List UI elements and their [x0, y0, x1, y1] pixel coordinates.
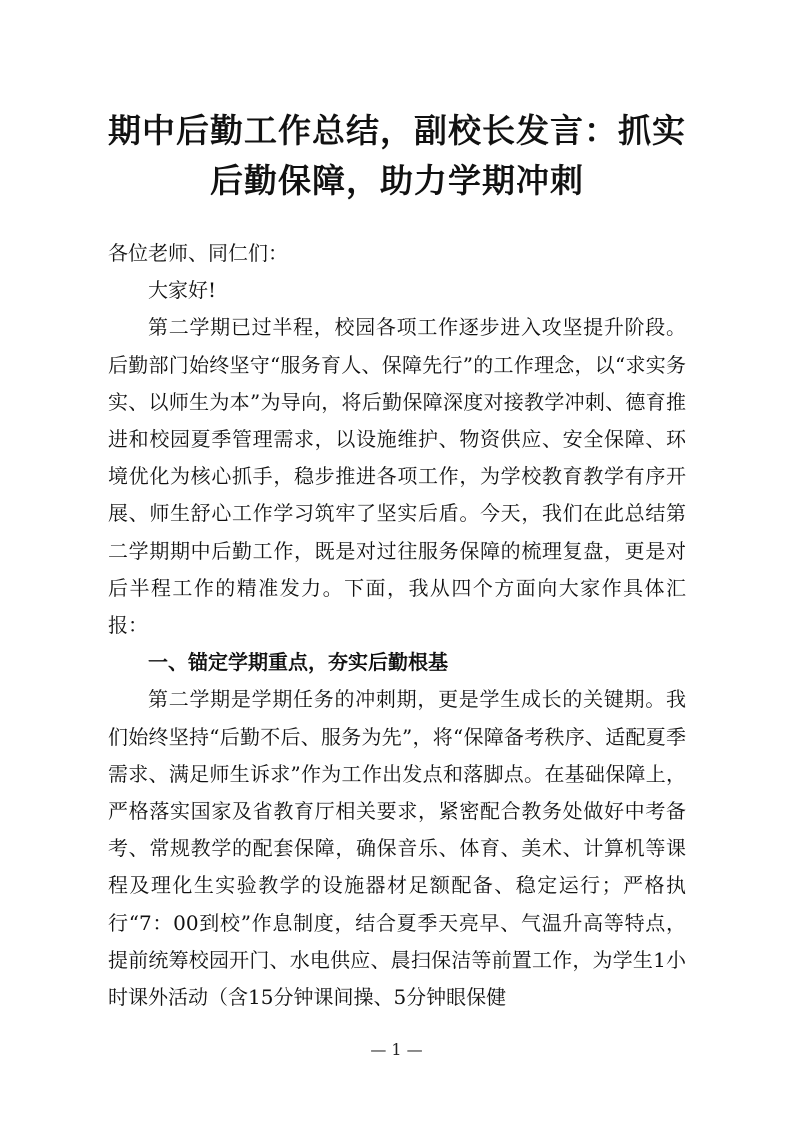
- salutation: 各位老师、同仁们：: [108, 241, 288, 265]
- document-body: [108, 235, 686, 1016]
- document-title: 期中后勤工作总结，副校长发言：抓实后勤保障，助力学期冲刺: [108, 111, 686, 200]
- page-number: — 1 —: [370, 1040, 423, 1059]
- section-heading-1: 一、锚定学期重点，夯实后勤根基: [148, 650, 448, 675]
- section-paragraph-1: 第二学期是学期任务的冲刺期，更是学生成长的关键期。我们始终坚持“后勤不后、服务为先”，将“保障备考秩序、适配夏季需求、满足师生诉求”作为工作出发点和落脚点。在基础保障上，严格落实国家及省教育厅相关要求，紧密配合教务处做好中考备考、常规教学的配套保障，确保音乐、体育、美术、计算机等课程及理化生实验教学的设施器材足额配备、稳定运行；严格执行“7：00到校”作息制度，结合夏季天亮早、气温升高等特点，提前统筹校园开门、水电供应、晨扫保洁等前置工作，为学生1小时课外活动（含15分钟课间操、5分钟眼保健: [108, 687, 686, 1010]
- greeting: 大家好!: [148, 278, 217, 303]
- intro-paragraph: 第二学期已过半程，校园各项工作逐步进入攻坚提升阶段。后勤部门始终坚守“服务育人、保障先行”的工作理念，以“求实务实、以师生为本”为导向，将后勤保障深度对接教学冲刺、德育推进和校园夏季管理需求，以设施维护、物资供应、安全保障、环境优化为核心抓手，稳步推进各项工作，为学校教育教学有序开展、师生舒心工作学习筑牢了坚实后盾。今天，我们在此总结第二学期期中后勤工作，既是对过往服务保障的梳理复盘，更是对后半程工作的精准发力。下面，我从四个方面向大家作具体汇报：: [108, 315, 686, 638]
